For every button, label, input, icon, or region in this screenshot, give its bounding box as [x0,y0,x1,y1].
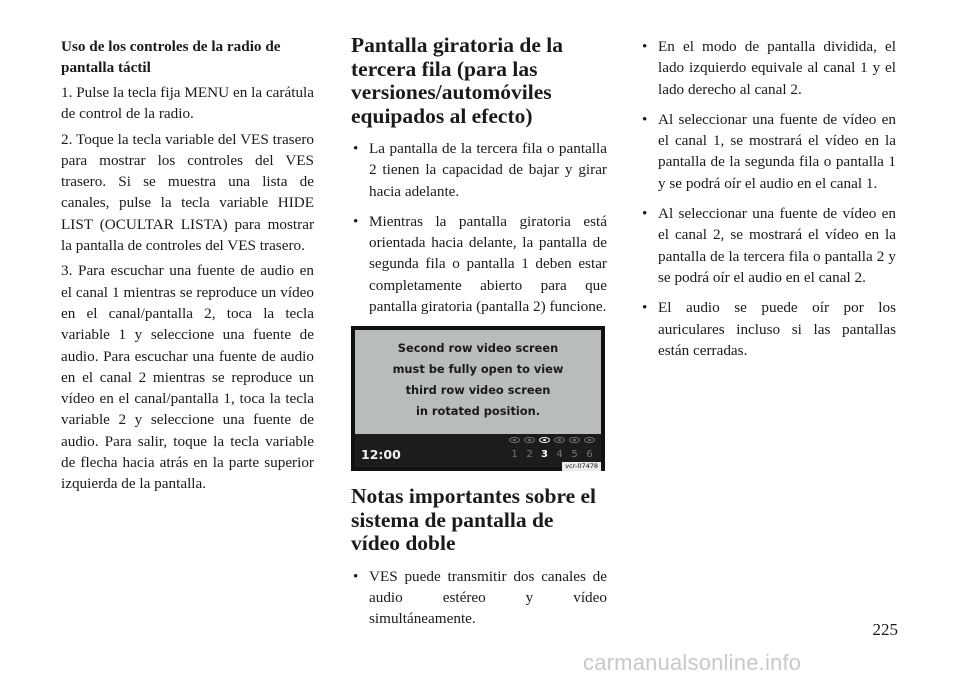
eye-icon [554,437,565,443]
right-column [640,36,896,370]
channel-number: 2 [526,449,533,461]
screen-message-line: third row video screen [405,383,551,398]
channel-number: 5 [571,449,578,461]
step-2-paragraph: 2. Toque la tecla variable del VES trasero para mostrar los controles del VES trasero. Si se muestra una lista de canales, pulse la tecla variable HIDE LIST (OCULTAR LISTA) para mostrar la pantalla de controles del VES trasero. [61,130,314,255]
channel-number: 6 [586,449,593,461]
screen-message [393,338,564,422]
eye-icon [539,437,550,443]
channel-number: 4 [556,449,563,461]
channel-number: 1 [511,449,518,461]
eye-icon [524,437,535,443]
list-item: • Al seleccionar una fuente de vídeo en el canal 1, se mostrará el vídeo en la pantalla de la segunda fila o pantalla 1 y se podrá oír el audio en el canal 1. [640,109,896,194]
rotating-screen-heading: Pantalla giratoria de la tercera fila (para las versiones/automóviles equipados al efecto) [351,33,563,128]
clock-readout: 12:00 [361,447,401,463]
watermark: carmanualsonline.info [583,650,802,675]
channel-2 [524,437,535,465]
dual-video-notes-continued [640,36,896,361]
page-number: 225 [872,620,898,639]
section-subheading: Uso de los controles de la radio de pantalla táctil [61,38,281,76]
rotating-screen-list [351,138,607,317]
screen-message-line: in rotated position. [415,404,541,419]
list-item: • En el modo de pantalla dividida, el lado izquierdo equivale al canal 1 y el lado derecho al canal 2. [640,36,896,100]
screen-message-line: must be fully open to view [392,362,564,377]
step-1-paragraph: 1. Pulse la tecla fija MENU en la carátula de control de la radio. [61,84,314,123]
dual-video-notes-list [351,566,607,630]
step-3-paragraph: 3. Para escuchar una fuente de audio en el canal 1 mientras se reproduce un vídeo en el canal/pantalla 2, toca la tecla variable 1 y seleccione una fuente de audio. Para escuchar una fuente de audio en el canal 2 mientras se reproduce un vídeo en el canal/pantalla 1, toca la tecla variable 2 y seleccione una fuente de audio. Para salir, toque la tecla variable de flecha hacia atrás en la parte superior izquierda de la pantalla. [61,262,314,493]
channel-1 [509,437,520,465]
list-item: • El audio se puede oír por los auriculares incluso si las pantallas están cerradas. [640,297,896,361]
list-item: • La pantalla de la tercera fila o pantalla 2 tienen la capacidad de bajar y girar hacia adelante. [351,138,607,202]
middle-column [351,34,607,639]
eye-icon [569,437,580,443]
video-screen [355,330,601,434]
channel-3 [539,437,550,465]
list-item: • Al seleccionar una fuente de vídeo en el canal 2, se mostrará el vídeo en la pantalla de la tercera fila o pantalla 2 y se podrá oír el audio en el canal 2. [640,203,896,288]
screen-message-line: Second row video screen [397,341,559,356]
figure-reference-code: vcr-07478 [562,462,601,471]
list-item: • VES puede transmitir dos canales de audio estéreo y vídeo simultáneamente. [351,566,607,630]
list-item: • Mientras la pantalla giratoria está orientada hacia delante, la pantalla de segunda fila o pantalla 1 deben estar completamente abierto para que pantalla giratoria (pantalla 2) funcione. [351,211,607,317]
channel-number: 3 [541,449,548,461]
left-column [61,36,314,499]
dual-video-notes-heading: Notas importantes sobre el sistema de pantalla de vídeo doble [351,484,597,556]
screen-figure [351,326,605,471]
eye-icon [584,437,595,443]
eye-icon [509,437,520,443]
